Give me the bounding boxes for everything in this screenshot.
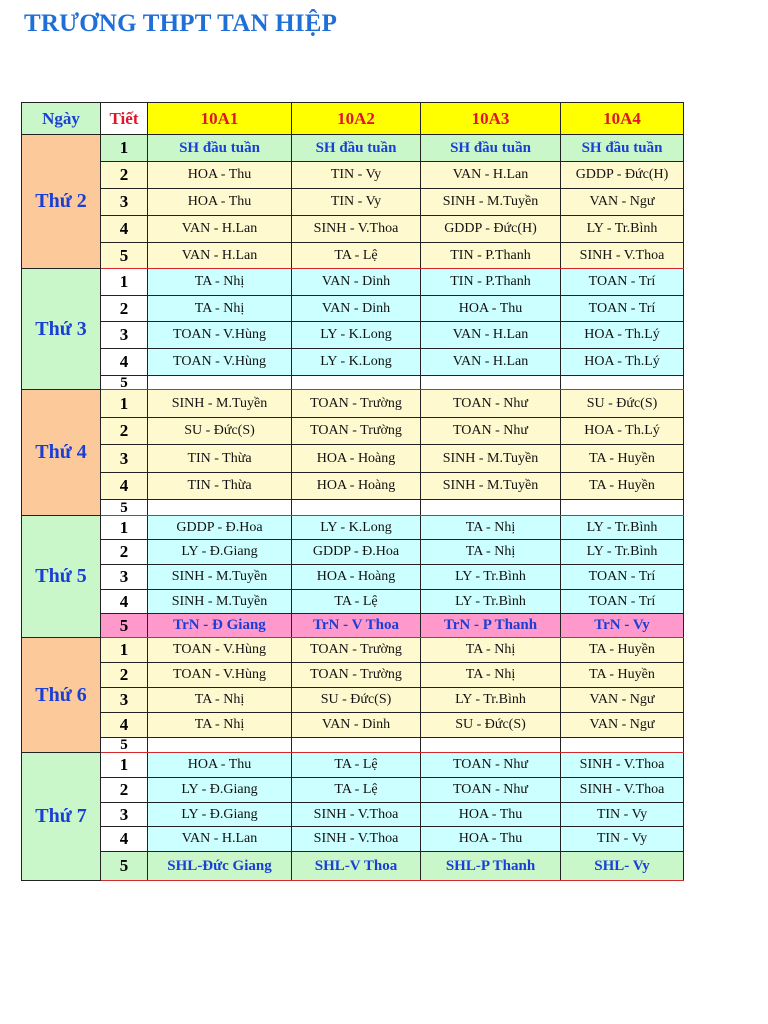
timetable-cell: TOAN - V.Hùng (148, 322, 292, 349)
timetable-cell: TA - Lệ (292, 778, 421, 803)
timetable-cell: SHL-P Thanh (421, 852, 561, 881)
header-period: Tiết (101, 103, 148, 135)
table-row (22, 516, 684, 540)
timetable-cell: TA - Nhị (148, 688, 292, 713)
period-number: 4 (101, 349, 148, 376)
timetable-cell: SU - Đức(S) (148, 418, 292, 445)
timetable-cell: VAN - H.Lan (148, 827, 292, 852)
timetable-cell: HOA - Thu (148, 753, 292, 778)
timetable-cell: SINH - V.Thoa (561, 753, 684, 778)
timetable-cell: TA - Nhị (148, 296, 292, 322)
day-label: Thứ 3 (22, 269, 101, 390)
period-number: 5 (101, 500, 148, 516)
table-row (22, 189, 684, 216)
timetable-cell: TrN - Đ Giang (148, 614, 292, 638)
timetable-cell: LY - K.Long (292, 349, 421, 376)
timetable-cell: TA - Huyền (561, 663, 684, 688)
timetable-cell: LY - Đ.Giang (148, 803, 292, 827)
table-row (22, 296, 684, 322)
timetable-cell: TOAN - Như (421, 418, 561, 445)
timetable-cell: VAN - Ngư (561, 189, 684, 216)
timetable-cell: SU - Đức(S) (421, 713, 561, 738)
timetable-cell: LY - K.Long (292, 322, 421, 349)
timetable-cell: TA - Nhị (421, 638, 561, 663)
timetable-cell (292, 500, 421, 516)
timetable-cell: SINH - M.Tuyền (421, 445, 561, 473)
timetable-cell: HOA - Hoàng (292, 445, 421, 473)
timetable-cell: SHL-Đức Giang (148, 852, 292, 881)
timetable-cell: SINH - V.Thoa (292, 827, 421, 852)
table-row (22, 322, 684, 349)
timetable-cell: HOA - Th.Lý (561, 418, 684, 445)
timetable-cell: VAN - Ngư (561, 688, 684, 713)
period-number: 1 (101, 638, 148, 663)
timetable-cell: LY - Tr.Bình (421, 565, 561, 590)
timetable-cell: TA - Nhị (148, 269, 292, 296)
timetable-cell: SINH - M.Tuyền (148, 565, 292, 590)
table-row (22, 473, 684, 500)
timetable-cell: GDDP - Đ.Hoa (148, 516, 292, 540)
timetable-cell: TA - Huyền (561, 445, 684, 473)
timetable-cell: VAN - H.Lan (148, 243, 292, 269)
header-class-10a3: 10A3 (421, 103, 561, 135)
timetable-cell: TOAN - Trường (292, 638, 421, 663)
period-number: 4 (101, 590, 148, 614)
timetable-cell (421, 376, 561, 390)
timetable-cell: TOAN - V.Hùng (148, 349, 292, 376)
period-number: 1 (101, 516, 148, 540)
day-label: Thứ 5 (22, 516, 101, 638)
table-row (22, 565, 684, 590)
period-number: 3 (101, 688, 148, 713)
timetable-cell: VAN - Ngư (561, 713, 684, 738)
timetable-cell: TOAN - Trí (561, 565, 684, 590)
timetable-cell: TrN - V Thoa (292, 614, 421, 638)
timetable-cell: TA - Lệ (292, 243, 421, 269)
timetable-cell: TOAN - V.Hùng (148, 638, 292, 663)
table-row (22, 135, 684, 162)
timetable-cell: VAN - Dinh (292, 296, 421, 322)
timetable-cell: TIN - P.Thanh (421, 269, 561, 296)
timetable-cell: SINH - V.Thoa (292, 803, 421, 827)
period-number: 5 (101, 376, 148, 390)
timetable-cell: VAN - H.Lan (421, 322, 561, 349)
timetable-cell: TIN - Thừa (148, 445, 292, 473)
table-row (22, 713, 684, 738)
timetable-cell (292, 376, 421, 390)
timetable-cell: TA - Huyền (561, 473, 684, 500)
period-number: 1 (101, 390, 148, 418)
timetable-cell: LY - Tr.Bình (421, 688, 561, 713)
period-number: 3 (101, 445, 148, 473)
timetable-cell: TA - Huyền (561, 638, 684, 663)
timetable-cell: LY - Tr.Bình (561, 216, 684, 243)
period-number: 2 (101, 663, 148, 688)
table-row (22, 445, 684, 473)
timetable-cell: TOAN - V.Hùng (148, 663, 292, 688)
timetable-cell (561, 738, 684, 753)
table-row (22, 753, 684, 778)
timetable-cell: TrN - Vy (561, 614, 684, 638)
timetable-cell: TOAN - Trường (292, 418, 421, 445)
table-row (22, 590, 684, 614)
period-number: 2 (101, 540, 148, 565)
timetable-cell: SINH - M.Tuyền (421, 189, 561, 216)
timetable-cell: GDDP - Đức(H) (561, 162, 684, 189)
timetable-cell: SH đầu tuần (421, 135, 561, 162)
period-number: 3 (101, 322, 148, 349)
period-number: 1 (101, 135, 148, 162)
table-row (22, 376, 684, 390)
table-row (22, 614, 684, 638)
timetable-cell: TIN - Vy (561, 803, 684, 827)
table-row (22, 418, 684, 445)
timetable-cell: TOAN - Như (421, 390, 561, 418)
timetable-cell: TA - Nhị (421, 516, 561, 540)
day-label: Thứ 7 (22, 753, 101, 881)
timetable-cell: TA - Lệ (292, 590, 421, 614)
period-number: 5 (101, 614, 148, 638)
timetable-cell: HOA - Thu (148, 162, 292, 189)
timetable-cell: TOAN - Trường (292, 390, 421, 418)
period-number: 1 (101, 269, 148, 296)
table-row (22, 390, 684, 418)
header-class-10a1: 10A1 (148, 103, 292, 135)
table-row (22, 540, 684, 565)
timetable-cell: SINH - M.Tuyền (421, 473, 561, 500)
table-row (22, 216, 684, 243)
table-row (22, 738, 684, 753)
timetable-cell: TA - Nhị (421, 540, 561, 565)
timetable-cell: LY - Đ.Giang (148, 778, 292, 803)
table-row (22, 162, 684, 189)
table-row (22, 852, 684, 881)
timetable-cell (561, 376, 684, 390)
timetable-cell: TOAN - Như (421, 753, 561, 778)
timetable-cell: LY - Tr.Bình (561, 516, 684, 540)
timetable-cell (292, 738, 421, 753)
day-label: Thứ 2 (22, 135, 101, 269)
timetable-cell: VAN - Dinh (292, 713, 421, 738)
timetable-cell: SINH - M.Tuyền (148, 590, 292, 614)
period-number: 2 (101, 778, 148, 803)
timetable-cell: TIN - Thừa (148, 473, 292, 500)
timetable (21, 102, 684, 881)
timetable-cell: SH đầu tuần (292, 135, 421, 162)
timetable-cell: HOA - Thu (421, 827, 561, 852)
period-number: 3 (101, 189, 148, 216)
timetable-cell: HOA - Hoàng (292, 473, 421, 500)
table-row (22, 803, 684, 827)
timetable-body (22, 135, 684, 881)
table-row (22, 688, 684, 713)
timetable-cell: VAN - Dinh (292, 269, 421, 296)
period-number: 3 (101, 803, 148, 827)
timetable-cell: SHL- Vy (561, 852, 684, 881)
timetable-cell: LY - Tr.Bình (561, 540, 684, 565)
period-number: 5 (101, 738, 148, 753)
timetable-cell: SHL-V Thoa (292, 852, 421, 881)
period-number: 2 (101, 162, 148, 189)
timetable-cell: TIN - Vy (561, 827, 684, 852)
timetable-cell: TA - Lệ (292, 753, 421, 778)
timetable-cell: HOA - Th.Lý (561, 349, 684, 376)
header-class-10a4: 10A4 (561, 103, 684, 135)
timetable-cell: TOAN - Trí (561, 296, 684, 322)
period-number: 2 (101, 296, 148, 322)
table-row (22, 269, 684, 296)
timetable-cell: HOA - Thu (148, 189, 292, 216)
period-number: 4 (101, 827, 148, 852)
timetable-cell: TIN - P.Thanh (421, 243, 561, 269)
timetable-cell: HOA - Thu (421, 296, 561, 322)
timetable-cell: GDDP - Đ.Hoa (292, 540, 421, 565)
timetable-cell (148, 738, 292, 753)
table-row (22, 243, 684, 269)
timetable-cell: TIN - Vy (292, 162, 421, 189)
timetable-cell: SINH - V.Thoa (561, 778, 684, 803)
table-row (22, 663, 684, 688)
timetable-cell: SU - Đức(S) (561, 390, 684, 418)
timetable-cell: SH đầu tuần (148, 135, 292, 162)
timetable-cell: TA - Nhị (148, 713, 292, 738)
period-number: 2 (101, 418, 148, 445)
header-row (22, 103, 684, 135)
timetable-cell: VAN - H.Lan (421, 162, 561, 189)
header-class-10a2: 10A2 (292, 103, 421, 135)
table-row (22, 638, 684, 663)
timetable-cell: TrN - P Thanh (421, 614, 561, 638)
timetable-cell: HOA - Hoàng (292, 565, 421, 590)
timetable-cell: LY - Tr.Bình (421, 590, 561, 614)
timetable-cell: SH đầu tuần (561, 135, 684, 162)
timetable-cell: VAN - H.Lan (421, 349, 561, 376)
period-number: 4 (101, 713, 148, 738)
timetable-cell (421, 738, 561, 753)
header-day: Ngày (22, 103, 101, 135)
timetable-cell: TA - Nhị (421, 663, 561, 688)
day-label: Thứ 4 (22, 390, 101, 516)
timetable-cell: SINH - V.Thoa (561, 243, 684, 269)
timetable-cell (421, 500, 561, 516)
timetable-cell: LY - Đ.Giang (148, 540, 292, 565)
period-number: 4 (101, 473, 148, 500)
timetable-cell (148, 500, 292, 516)
period-number: 4 (101, 216, 148, 243)
timetable-cell: TOAN - Trí (561, 590, 684, 614)
timetable-cell (148, 376, 292, 390)
timetable-cell: SINH - V.Thoa (292, 216, 421, 243)
table-row (22, 500, 684, 516)
timetable-cell: TOAN - Trường (292, 663, 421, 688)
page-title: TRƯƠNG THPT TAN HIỆP (24, 10, 338, 37)
timetable-cell: VAN - H.Lan (148, 216, 292, 243)
timetable-cell: LY - K.Long (292, 516, 421, 540)
timetable-cell: TOAN - Trí (561, 269, 684, 296)
table-row (22, 778, 684, 803)
timetable-cell: GDDP - Đức(H) (421, 216, 561, 243)
period-number: 5 (101, 243, 148, 269)
timetable-cell: HOA - Thu (421, 803, 561, 827)
period-number: 1 (101, 753, 148, 778)
period-number: 3 (101, 565, 148, 590)
day-label: Thứ 6 (22, 638, 101, 753)
timetable-cell: SU - Đức(S) (292, 688, 421, 713)
period-number: 5 (101, 852, 148, 881)
timetable-cell (561, 500, 684, 516)
table-row (22, 349, 684, 376)
timetable-cell: SINH - M.Tuyền (148, 390, 292, 418)
timetable-cell: TOAN - Như (421, 778, 561, 803)
timetable-cell: HOA - Th.Lý (561, 322, 684, 349)
timetable-cell: TIN - Vy (292, 189, 421, 216)
table-row (22, 827, 684, 852)
